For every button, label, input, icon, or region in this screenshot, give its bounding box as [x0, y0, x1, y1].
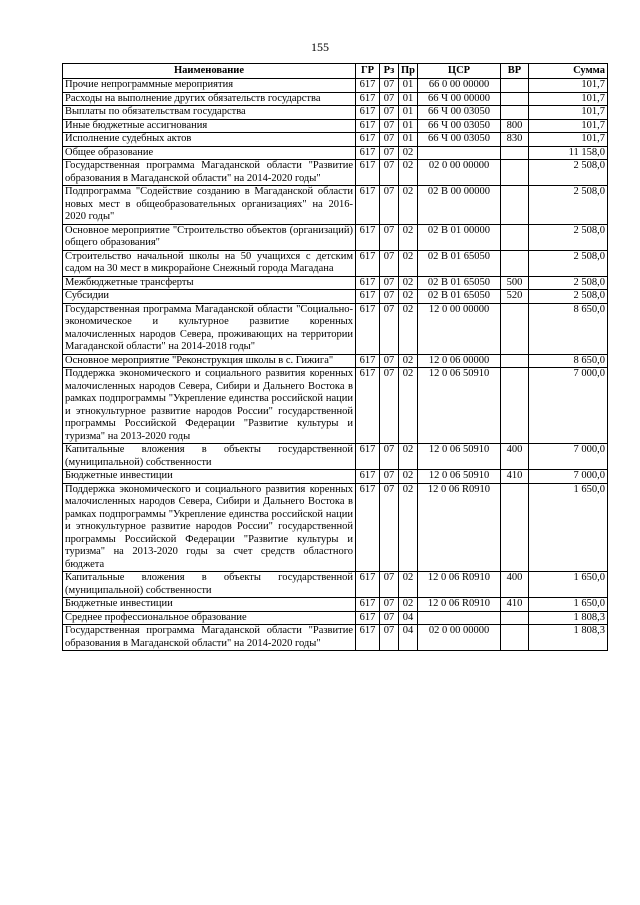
table-row	[63, 354, 608, 368]
cell-pr: 02	[399, 598, 418, 612]
cell-vr	[501, 146, 529, 160]
cell-name: Выплаты по обязательствам государства	[63, 106, 356, 120]
cell-vr: 410	[501, 598, 529, 612]
cell-csr: 02 В 01 65050	[418, 250, 501, 276]
cell-name: Среднее профессиональное образование	[63, 611, 356, 625]
cell-gr: 617	[356, 276, 380, 290]
cell-gr: 617	[356, 303, 380, 354]
cell-csr	[418, 146, 501, 160]
cell-sum: 7 000,0	[529, 444, 608, 470]
header-sum: Сумма	[529, 64, 608, 79]
cell-name: Строительство начальной школы на 50 учащихся с детским садом на 30 мест в микрорайоне Снежный города Магадана	[63, 250, 356, 276]
cell-sum: 101,7	[529, 106, 608, 120]
cell-sum: 11 158,0	[529, 146, 608, 160]
cell-vr	[501, 368, 529, 444]
cell-name: Поддержка экономического и социального развития коренных малочисленных народов Севера, Сибири и Дальнего Востока в рамках подпрограммы "Укрепление единства российской нации и этнокультурное развитие народов России" государственной программы Российской Федерации "Развитие культуры и туризма" на 2013-2020 годы	[63, 368, 356, 444]
cell-pr: 02	[399, 368, 418, 444]
cell-sum: 2 508,0	[529, 186, 608, 225]
cell-rz: 07	[380, 276, 399, 290]
cell-sum: 1 650,0	[529, 483, 608, 572]
cell-vr	[501, 354, 529, 368]
cell-vr	[501, 611, 529, 625]
cell-name: Государственная программа Магаданской области "Развитие образования в Магаданской области" на 2014-2020 годы"	[63, 625, 356, 651]
table-row	[63, 79, 608, 93]
cell-name: Общее образование	[63, 146, 356, 160]
cell-vr: 830	[501, 133, 529, 147]
cell-vr: 500	[501, 276, 529, 290]
cell-name: Капитальные вложения в объекты государственной (муниципальной) собственности	[63, 444, 356, 470]
table-row	[63, 598, 608, 612]
budget-table	[62, 63, 608, 651]
cell-name: Государственная программа Магаданской области "Социально-экономическое и культурное развитие коренных малочисленных народов Севера, проживающих на территории Магаданской области" на 2014-2018 годы"	[63, 303, 356, 354]
cell-gr: 617	[356, 572, 380, 598]
header-pr: Пр	[399, 64, 418, 79]
cell-csr: 02 В 01 65050	[418, 276, 501, 290]
cell-pr: 02	[399, 483, 418, 572]
cell-rz: 07	[380, 106, 399, 120]
table-row	[63, 611, 608, 625]
cell-gr: 617	[356, 250, 380, 276]
cell-pr: 02	[399, 444, 418, 470]
cell-rz: 07	[380, 79, 399, 93]
cell-pr: 04	[399, 625, 418, 651]
cell-gr: 617	[356, 368, 380, 444]
cell-name: Расходы на выполнение других обязательств государства	[63, 92, 356, 106]
cell-pr: 02	[399, 224, 418, 250]
table-row	[63, 444, 608, 470]
cell-vr: 520	[501, 290, 529, 304]
cell-csr: 66 Ч 00 03050	[418, 106, 501, 120]
table-row	[63, 224, 608, 250]
cell-sum: 2 508,0	[529, 224, 608, 250]
cell-csr: 66 Ч 00 00000	[418, 92, 501, 106]
table-row	[63, 92, 608, 106]
cell-vr	[501, 160, 529, 186]
cell-gr: 617	[356, 133, 380, 147]
cell-rz: 07	[380, 290, 399, 304]
table-header-row	[63, 64, 608, 79]
cell-csr: 12 0 06 R0910	[418, 598, 501, 612]
cell-pr: 02	[399, 354, 418, 368]
cell-rz: 07	[380, 186, 399, 225]
cell-csr: 02 В 01 65050	[418, 290, 501, 304]
cell-vr	[501, 79, 529, 93]
cell-sum: 101,7	[529, 92, 608, 106]
table-row	[63, 133, 608, 147]
cell-rz: 07	[380, 160, 399, 186]
cell-rz: 07	[380, 224, 399, 250]
cell-sum: 1 650,0	[529, 598, 608, 612]
cell-name: Капитальные вложения в объекты государственной (муниципальной) собственности	[63, 572, 356, 598]
cell-vr: 800	[501, 119, 529, 133]
header-name: Наименование	[63, 64, 356, 79]
cell-pr: 01	[399, 79, 418, 93]
cell-name: Исполнение судебных актов	[63, 133, 356, 147]
cell-pr: 02	[399, 572, 418, 598]
cell-csr: 66 0 00 00000	[418, 79, 501, 93]
cell-pr: 02	[399, 250, 418, 276]
table-row	[63, 470, 608, 484]
cell-sum: 1 808,3	[529, 611, 608, 625]
cell-name: Основное мероприятие "Строительство объектов (организаций) общего образования"	[63, 224, 356, 250]
cell-pr: 02	[399, 470, 418, 484]
cell-gr: 617	[356, 470, 380, 484]
cell-csr: 12 0 06 R0910	[418, 483, 501, 572]
cell-gr: 617	[356, 611, 380, 625]
cell-pr: 02	[399, 276, 418, 290]
cell-pr: 02	[399, 186, 418, 225]
cell-gr: 617	[356, 224, 380, 250]
table-row	[63, 290, 608, 304]
cell-csr: 66 Ч 00 03050	[418, 133, 501, 147]
cell-vr: 410	[501, 470, 529, 484]
cell-vr	[501, 106, 529, 120]
cell-pr: 04	[399, 611, 418, 625]
cell-sum: 101,7	[529, 133, 608, 147]
cell-pr: 01	[399, 92, 418, 106]
cell-gr: 617	[356, 354, 380, 368]
cell-sum: 2 508,0	[529, 276, 608, 290]
cell-pr: 02	[399, 303, 418, 354]
cell-sum: 101,7	[529, 119, 608, 133]
cell-pr: 01	[399, 133, 418, 147]
cell-vr: 400	[501, 572, 529, 598]
cell-sum: 8 650,0	[529, 303, 608, 354]
cell-name: Иные бюджетные ассигнования	[63, 119, 356, 133]
page-number: 155	[311, 40, 329, 54]
cell-gr: 617	[356, 625, 380, 651]
cell-csr: 12 0 06 00000	[418, 354, 501, 368]
cell-name: Межбюджетные трансферты	[63, 276, 356, 290]
cell-gr: 617	[356, 119, 380, 133]
cell-vr	[501, 625, 529, 651]
cell-sum: 7 000,0	[529, 470, 608, 484]
table-row	[63, 276, 608, 290]
cell-csr: 66 Ч 00 03050	[418, 119, 501, 133]
cell-gr: 617	[356, 146, 380, 160]
cell-name: Государственная программа Магаданской области "Развитие образования в Магаданской области" на 2014-2020 годы"	[63, 160, 356, 186]
cell-csr: 02 0 00 00000	[418, 160, 501, 186]
cell-pr: 01	[399, 119, 418, 133]
cell-sum: 8 650,0	[529, 354, 608, 368]
cell-rz: 07	[380, 368, 399, 444]
cell-gr: 617	[356, 483, 380, 572]
cell-csr: 12 0 06 50910	[418, 368, 501, 444]
cell-sum: 101,7	[529, 79, 608, 93]
cell-rz: 07	[380, 483, 399, 572]
table-row	[63, 186, 608, 225]
cell-gr: 617	[356, 598, 380, 612]
cell-rz: 07	[380, 92, 399, 106]
cell-vr	[501, 224, 529, 250]
cell-gr: 617	[356, 79, 380, 93]
cell-rz: 07	[380, 611, 399, 625]
header-csr: ЦСР	[418, 64, 501, 79]
cell-name: Основное мероприятие "Реконструкция школы в с. Гижига"	[63, 354, 356, 368]
cell-rz: 07	[380, 572, 399, 598]
table-row	[63, 625, 608, 651]
header-vr: ВР	[501, 64, 529, 79]
cell-csr: 02 В 00 00000	[418, 186, 501, 225]
cell-gr: 617	[356, 290, 380, 304]
table-row	[63, 160, 608, 186]
cell-vr	[501, 186, 529, 225]
cell-csr: 12 0 06 R0910	[418, 572, 501, 598]
cell-vr	[501, 303, 529, 354]
table-row	[63, 106, 608, 120]
cell-name: Субсидии	[63, 290, 356, 304]
cell-pr: 02	[399, 290, 418, 304]
cell-sum: 1 808,3	[529, 625, 608, 651]
cell-rz: 07	[380, 444, 399, 470]
cell-rz: 07	[380, 119, 399, 133]
cell-rz: 07	[380, 133, 399, 147]
cell-gr: 617	[356, 106, 380, 120]
cell-vr	[501, 250, 529, 276]
header-rz: Рз	[380, 64, 399, 79]
cell-csr: 02 0 00 00000	[418, 625, 501, 651]
cell-rz: 07	[380, 146, 399, 160]
cell-name: Прочие непрограммные мероприятия	[63, 79, 356, 93]
cell-sum: 2 508,0	[529, 290, 608, 304]
cell-rz: 07	[380, 625, 399, 651]
table-row	[63, 303, 608, 354]
table-row	[63, 119, 608, 133]
table-row	[63, 146, 608, 160]
cell-name: Бюджетные инвестиции	[63, 598, 356, 612]
cell-csr: 12 0 06 50910	[418, 444, 501, 470]
table-row	[63, 368, 608, 444]
cell-csr: 12 0 06 50910	[418, 470, 501, 484]
cell-gr: 617	[356, 186, 380, 225]
cell-pr: 02	[399, 146, 418, 160]
cell-gr: 617	[356, 444, 380, 470]
cell-vr: 400	[501, 444, 529, 470]
cell-sum: 7 000,0	[529, 368, 608, 444]
cell-sum: 1 650,0	[529, 572, 608, 598]
cell-sum: 2 508,0	[529, 160, 608, 186]
cell-rz: 07	[380, 598, 399, 612]
table-row	[63, 483, 608, 572]
header-gr: ГР	[356, 64, 380, 79]
cell-name: Подпрограмма "Содействие созданию в Магаданской области новых мест в общеобразовательных организациях" на 2016-2020 годы"	[63, 186, 356, 225]
table-row	[63, 250, 608, 276]
cell-gr: 617	[356, 92, 380, 106]
cell-rz: 07	[380, 354, 399, 368]
cell-name: Поддержка экономического и социального развития коренных малочисленных народов Севера, Сибири и Дальнего Востока в рамках подпрограммы "Укрепление единства российской нации и этнокультурное развитие народов России" государственной программы Российской Федерации "Развитие культуры и туризма" на 2013-2020 годы за счет средств областного бюджета	[63, 483, 356, 572]
cell-csr	[418, 611, 501, 625]
table-row	[63, 572, 608, 598]
cell-name: Бюджетные инвестиции	[63, 470, 356, 484]
cell-pr: 02	[399, 160, 418, 186]
cell-rz: 07	[380, 303, 399, 354]
cell-vr	[501, 92, 529, 106]
cell-gr: 617	[356, 160, 380, 186]
cell-sum: 2 508,0	[529, 250, 608, 276]
cell-rz: 07	[380, 470, 399, 484]
cell-csr: 12 0 00 00000	[418, 303, 501, 354]
cell-rz: 07	[380, 250, 399, 276]
cell-pr: 01	[399, 106, 418, 120]
cell-csr: 02 В 01 00000	[418, 224, 501, 250]
cell-vr	[501, 483, 529, 572]
